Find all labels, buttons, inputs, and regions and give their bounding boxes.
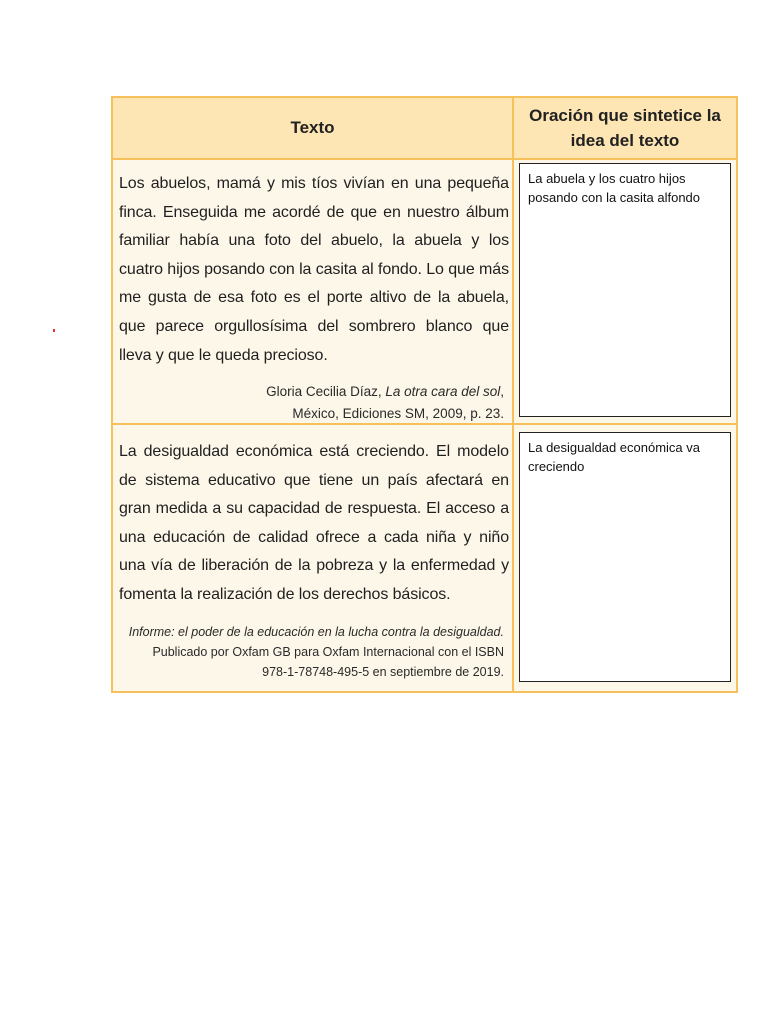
citation-1-author: Gloria Cecilia Díaz, xyxy=(266,384,382,399)
synthesis-table xyxy=(111,96,738,693)
citation-2-title xyxy=(129,622,504,642)
citation-1-title: La otra cara del sol xyxy=(385,384,501,399)
stray-red-mark xyxy=(53,329,55,332)
citation-1-tail: , xyxy=(500,384,504,399)
answer-field-2[interactable]: La desigualdad económica va creciendo xyxy=(519,432,731,682)
citation-1-line-2: México, Ediciones SM, 2009, p. 23. xyxy=(292,406,504,421)
citation-1 xyxy=(266,381,504,425)
passage-text-1: Los abuelos, mamá y mis tíos vivían en una pequeña finca. Enseguida me acordé de que en nuestro álbum familiar había una foto del abuelo, la abuela y los cuatro hijos posando con la casita al fondo. Lo que más me gusta de esa foto es el porte altivo de la abuela, que parece orgullosísima del sombrero blanco que lleva y que le queda precioso. xyxy=(119,175,509,364)
header-oracion: Oración que sintetice la idea del texto xyxy=(529,106,721,150)
header-texto: Texto xyxy=(290,118,335,137)
citation-1-line-1 xyxy=(266,381,504,403)
citation-2-line-3: 978-1-78748-495-5 en septiembre de 2019. xyxy=(262,665,504,679)
citation-2 xyxy=(129,622,504,682)
column-divider xyxy=(512,98,514,691)
answer-field-1[interactable]: La abuela y los cuatro hijos posando con la casita alfondo xyxy=(519,163,731,417)
citation-2-line-2: Publicado por Oxfam GB para Oxfam Internacional con el ISBN xyxy=(152,645,504,659)
citation-2-title-text: Informe: el poder de la educación en la lucha contra la desigualdad. xyxy=(128,625,504,639)
table-header xyxy=(113,98,736,160)
passage-text-2: La desigualdad económica está creciendo. El modelo de sistema educativo que tiene un país afectará en gran medida a su capacidad de respuesta. El acceso a una educación de calidad ofrece a cada niña y niño una vía de liberación de la pobreza y la enfermedad y fomenta la realización de los derechos básicos. xyxy=(119,443,509,603)
